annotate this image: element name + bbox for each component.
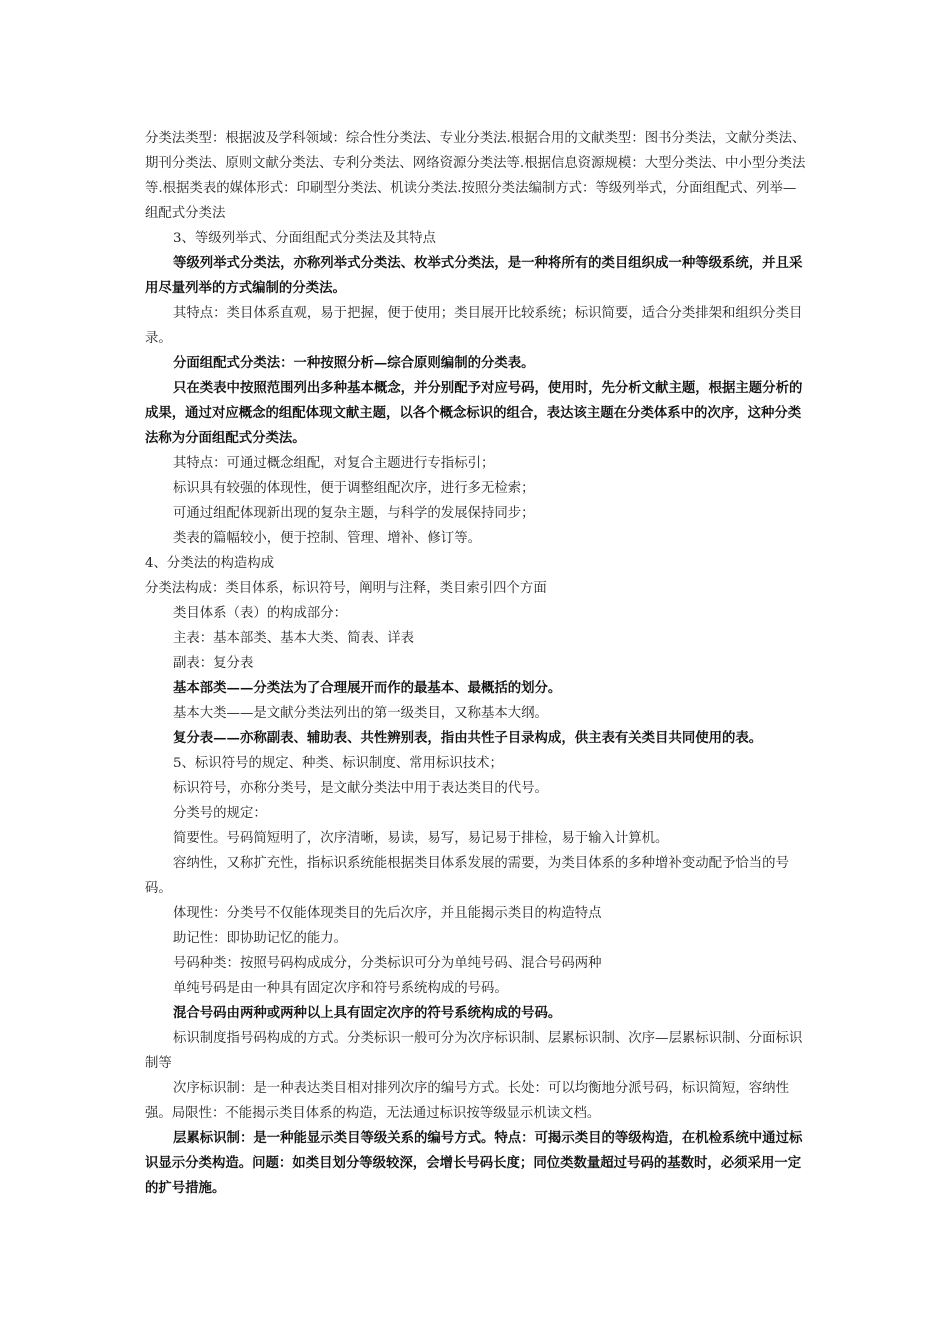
paragraph-faceted-feature-4: 类表的篇幅较小，便于控制、管理、增补、修订等。 bbox=[173, 531, 481, 546]
paragraph-hospitality: 容纳性，又称扩充性，指标识系统能根据类目体系发展的需要，为类目体系的多种增补变动配予恰当的号码。 bbox=[145, 856, 789, 896]
paragraph-faceted-explanation: 只在类表中按照范围列出多种基本概念，并分别配予对应号码，使用时，先分析文献主题，根据主题分析的成果，通过对应概念的组配体现文献主题，以各个概念标识的组合，表达该主题在分类体系中的次序，这种分类法称为分面组配式分类法。 bbox=[145, 380, 803, 446]
paragraph-enumerative-features: 其特点：类目体系直观，易于把握，便于使用；类目展开比较系统；标识简要，适合分类排架和组织分类目录。 bbox=[145, 306, 803, 346]
paragraph-sub-table: 副表：复分表 bbox=[173, 656, 254, 671]
paragraph-ordinal-notation: 次序标识制：是一种表达类目相对排列次序的编号方式。长处：可以均衡地分派号码，标识简短，容纳性强。局限性：不能揭示类目体系的构造，无法通过标识按等级显示机读文档。 bbox=[145, 1081, 789, 1121]
paragraph-notation-system: 标识制度指号码构成的方式。分类标识一般可分为次序标识制、层累标识制、次序—层累标识制、分面标识制等 bbox=[145, 1031, 803, 1071]
paragraph-subdivision-table: 复分表——亦称副表、辅助表、共性辨别表，指由共性子目录构成，供主表有关类目共同使用的表。 bbox=[173, 730, 763, 746]
paragraph-hierarchical-notation: 层累标识制：是一种能显示类目等级关系的编号方式。特点：可揭示类目的等级构造，在机检系统中通过标识显示分类构造。问题：如类目划分等级较深，会增长号码长度；同位类数量超过号码的基数时，必须采用一定的扩号措施。 bbox=[145, 1130, 803, 1196]
document-body bbox=[145, 126, 807, 1201]
paragraph-faceted-feature-3: 可通过组配体现新出现的复杂主题，与科学的发展保持同步； bbox=[173, 506, 535, 521]
paragraph-main-table: 主表：基本部类、基本大类、简表、详表 bbox=[173, 631, 415, 646]
paragraph-pure-notation: 单纯号码是由一种具有固定次序和符号系统构成的号码。 bbox=[173, 981, 508, 996]
paragraph-mnemonic: 助记性：即协助记忆的能力。 bbox=[173, 931, 348, 946]
paragraph-mixed-notation: 混合号码由两种或两种以上具有固定次序的符号系统构成的号码。 bbox=[173, 1005, 562, 1021]
paragraph-composition: 分类法构成：类目体系，标识符号，阐明与注释，类目索引四个方面 bbox=[145, 581, 547, 596]
paragraph-faceted-feature-1: 其特点：可通过概念组配，对复合主题进行专指标引； bbox=[173, 456, 495, 471]
paragraph-expressiveness: 体现性：分类号不仅能体现类目的先后次序，并且能揭示类目的构造特点 bbox=[173, 906, 602, 921]
paragraph-notation-rules: 分类号的规定： bbox=[173, 806, 267, 821]
section-heading-3: 3、等级列举式、分面组配式分类法及其特点 bbox=[173, 231, 436, 246]
section-heading-5: 5、标识符号的规定、种类、标识制度、常用标识技术； bbox=[173, 756, 503, 771]
paragraph-brevity: 简要性。号码简短明了，次序清晰，易读，易写，易记易于排检，易于输入计算机。 bbox=[173, 831, 669, 846]
paragraph-enumerative-definition: 等级列举式分类法，亦称列举式分类法、枚举式分类法，是一种将所有的类目组织成一种等级系统，并且采用尽量列举的方式编制的分类法。 bbox=[145, 255, 803, 296]
paragraph-faceted-feature-2: 标识具有较强的体现性，便于调整组配次序，进行多无检索； bbox=[173, 481, 535, 496]
paragraph-classification-types: 分类法类型：根据波及学科领域：综合性分类法、专业分类法.根据合用的文献类型：图书分类法，文献分类法、期刊分类法、原则文献分类法、专利分类法、网络资源分类法等.根据信息资源规模：大型分类法、中小型分类法等.根据类表的媒体形式：印刷型分类法、机读分类法.按照分类法编制方式：等级列举式，分面组配式、列举—组配式分类法 bbox=[145, 131, 806, 221]
paragraph-notation: 标识符号，亦称分类号，是文献分类法中用于表达类目的代号。 bbox=[173, 781, 548, 796]
section-heading-4: 4、分类法的构造构成 bbox=[145, 556, 275, 571]
paragraph-basic-division: 基本部类——分类法为了合理展开而作的最基本、最概括的划分。 bbox=[173, 680, 562, 696]
paragraph-faceted-definition: 分面组配式分类法：一种按照分析—综合原则编制的分类表。 bbox=[173, 355, 535, 371]
paragraph-code-types: 号码种类：按照号码构成成分，分类标识可分为单纯号码、混合号码两种 bbox=[173, 956, 602, 971]
paragraph-basic-class: 基本大类——是文献分类法列出的第一级类目，又称基本大纲。 bbox=[173, 706, 548, 721]
paragraph-category-system: 类目体系（表）的构成部分： bbox=[173, 606, 348, 621]
